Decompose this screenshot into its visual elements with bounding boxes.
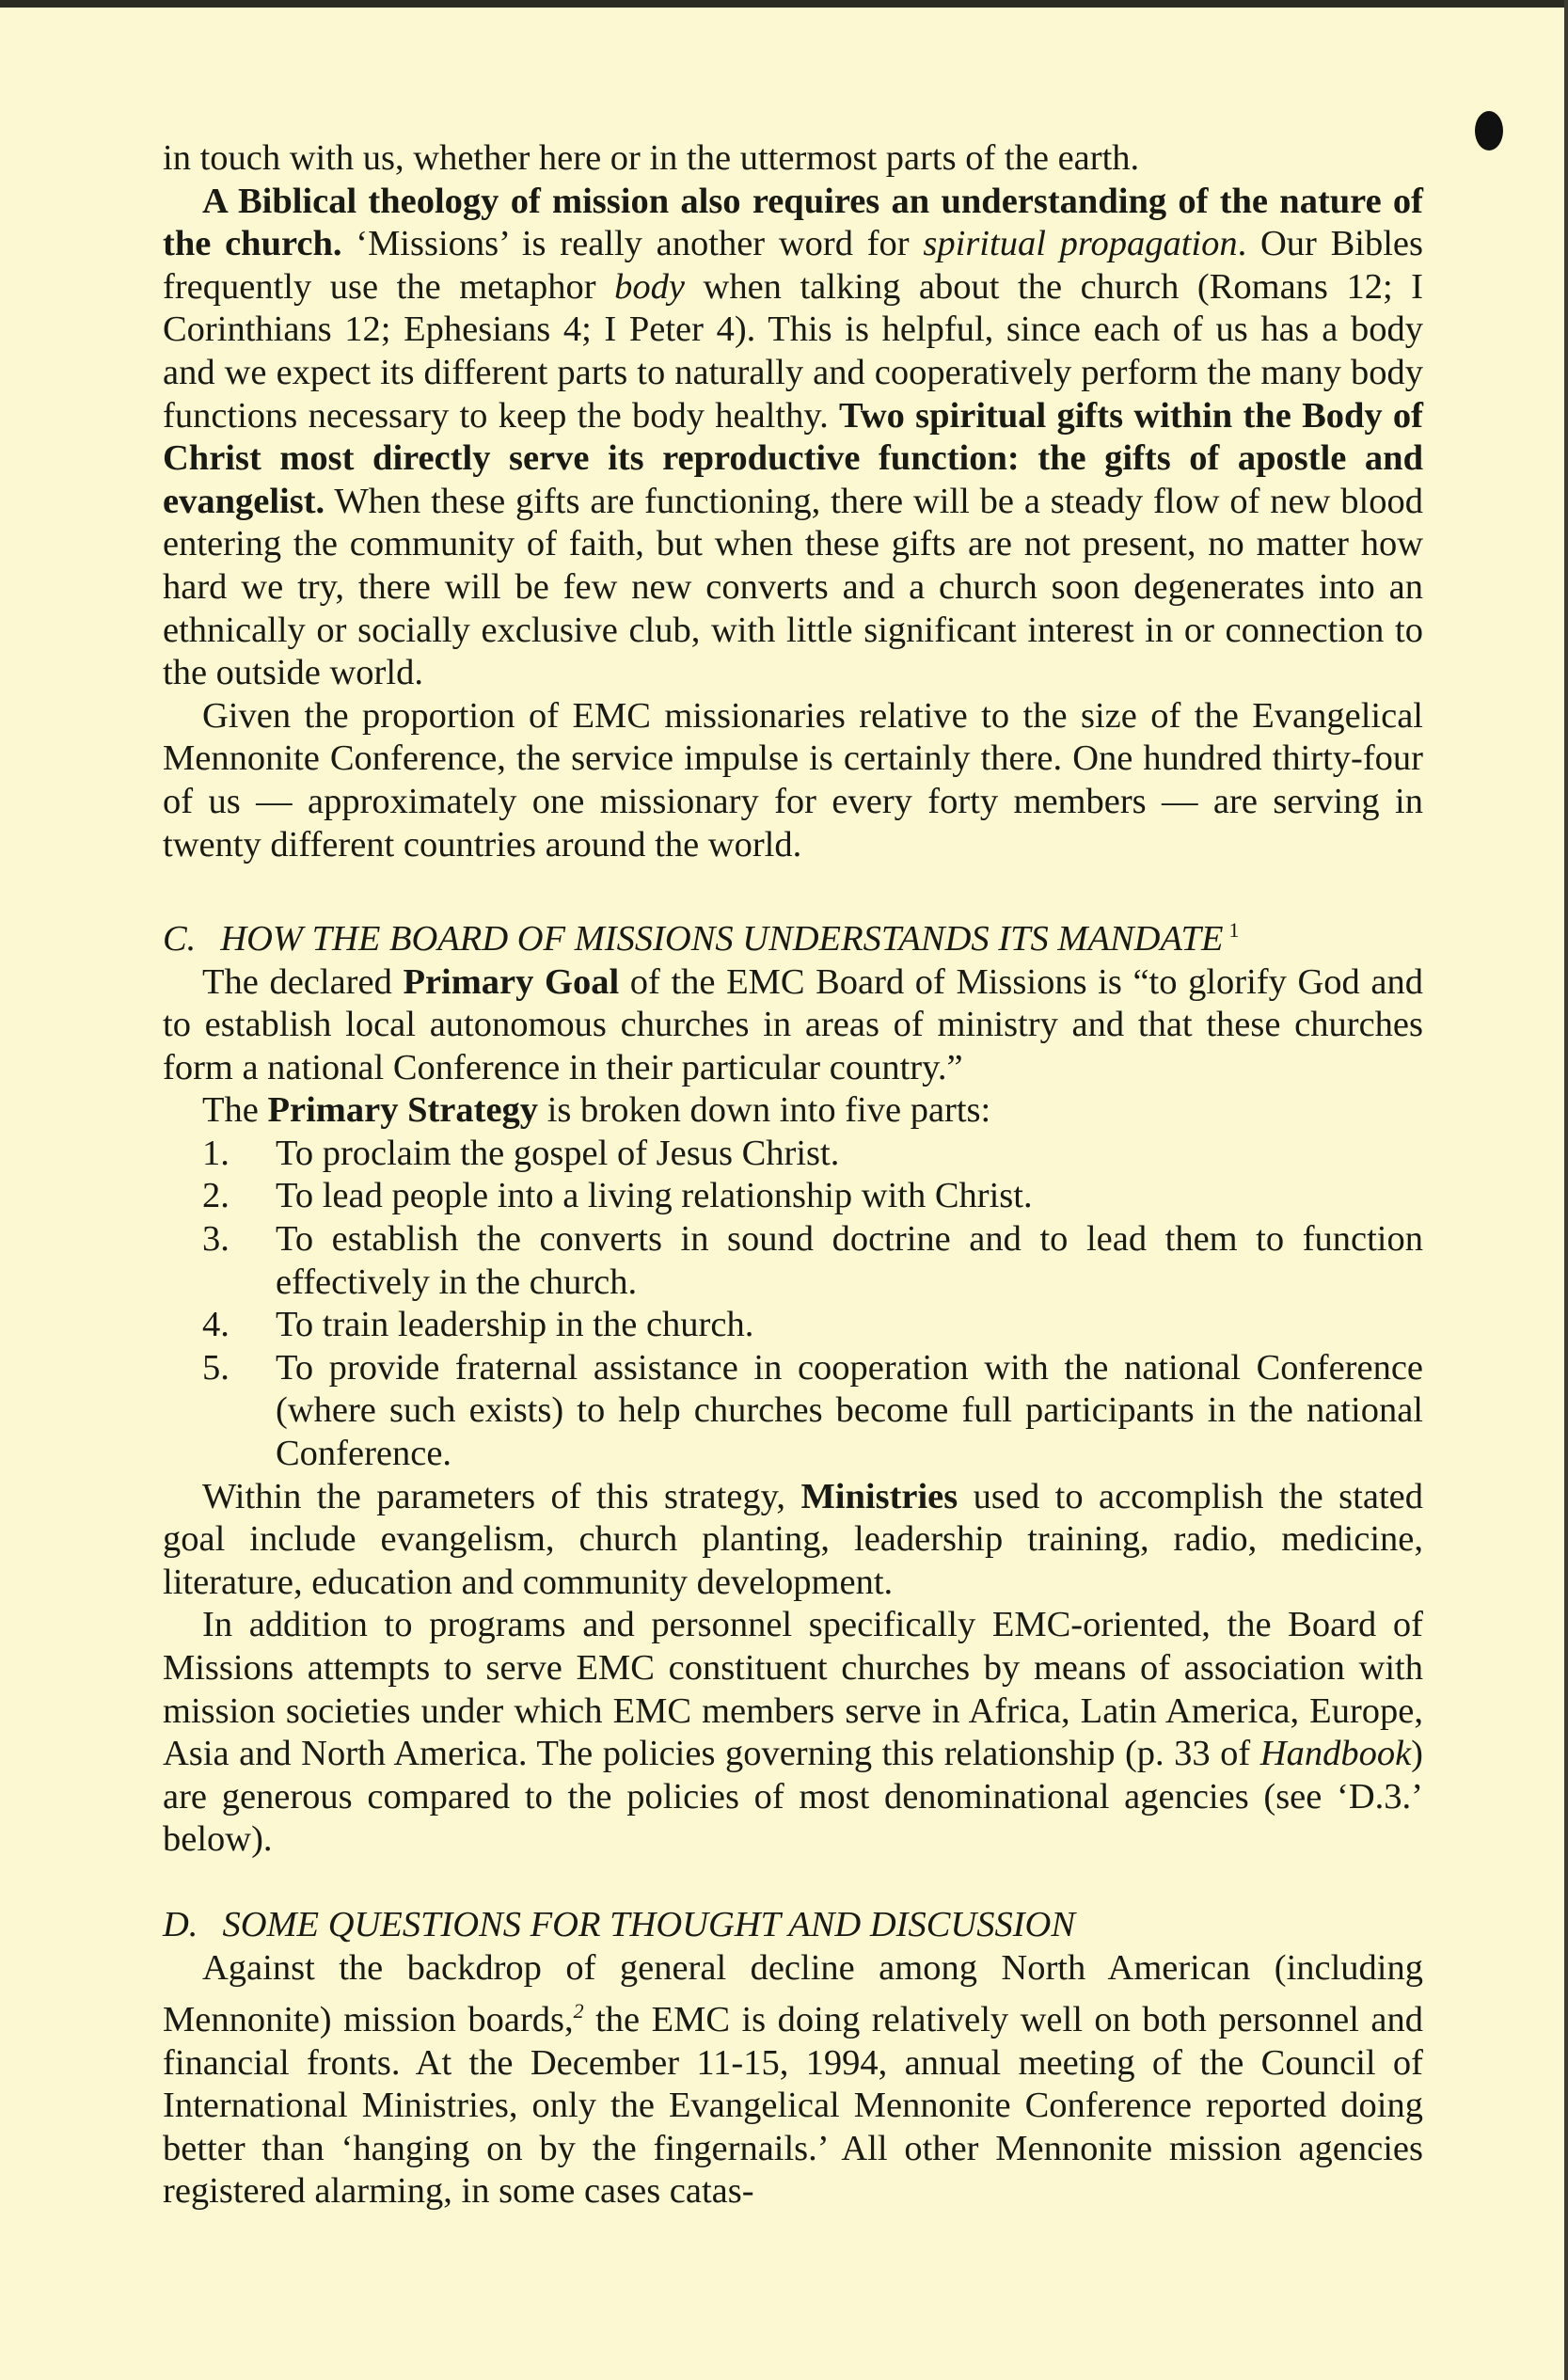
paragraph-ministries: Within the parameters of this strategy, Ministries used to accomplish the stated goal include evangelism, church planting, leadership training, radio, medicine, literature, education and community development. xyxy=(163,1476,1423,1602)
bold-statement-gifts: Two spiritual gifts within the Body of Christ most directly serve its reproductive function: the gifts of apostle and evangelist. xyxy=(163,395,1424,521)
paragraph-proportion: Given the proportion of EMC missionaries relative to the size of the Evangelical Mennonite Conference, the service impulse is certainly there. One hundred thirty-four of us — approximately one missionary for every forty members — are serving in twenty different countries around the world. xyxy=(163,695,1423,865)
section-d-heading: D. SOME QUESTIONS FOR THOUGHT AND DISCUSSION xyxy=(163,1904,1075,1944)
page-right-edge xyxy=(1564,0,1568,2380)
bold-statement-church: A Biblical theology of mission also requires an understanding of the nature of the church. xyxy=(163,181,1423,264)
list-item: 5. To provide fraternal assistance in cooperation with the national Conference (where such exists) to help churches become full participants in the national Conference. xyxy=(202,1347,1423,1474)
paragraph-continuation: in touch with us, whether here or in the uttermost parts of the earth. xyxy=(163,138,1140,178)
list-item: 1. To proclaim the gospel of Jesus Christ. xyxy=(202,1133,840,1173)
document-page xyxy=(163,137,1423,2213)
list-item: 3. To establish the converts in sound doctrine and to lead them to function effectively in the church. xyxy=(202,1219,1423,1302)
footnote-marker-2: 2 xyxy=(573,1999,584,2023)
section-c-heading: C. HOW THE BOARD OF MISSIONS UNDERSTANDS ITS MANDATE $^1$ xyxy=(163,918,1240,959)
strategy-list xyxy=(163,1133,1423,1476)
page-top-edge xyxy=(0,0,1568,8)
paragraph-theology: A Biblical theology of mission also requires an understanding of the nature of the church. ‘Missions’ is really another word for spiritual propagation. Our Bibles frequently use the metaphor body when talking about the church (Romans 12; I Corinthians 12; Ephesians 4; I Peter 4). This is helpful, since each of us has a body and we expect its different parts to naturally and cooperatively perform the many body functions necessary to keep the body healthy. Two spiritual gifts within the Body of Christ most directly serve its reproductive function: the gifts of apostle and evangelist. When these gifts are functioning, there will be a steady flow of new blood entering the community of faith, but when these gifts are not present, no matter how hard we try, there will be few new converts and a church soon degenerates into an ethnically or socially exclusive club, with little significant interest in or connection to the outside world. xyxy=(163,181,1424,693)
paragraph-association: In addition to programs and personnel specifically EMC-oriented, the Board of Missions attempts to serve EMC constituent churches by means of association with mission societies under which EMC members serve in Africa, Latin America, Europe, Asia and North America. The policies governing this relationship (p. 33 of Handbook) are generous compared to the policies of most denominational agencies (see ‘D.3.’ below). xyxy=(163,1605,1423,1860)
list-item: 2. To lead people into a living relationship with Christ. xyxy=(202,1176,1033,1216)
list-item: 4. To train leadership in the church. xyxy=(202,1305,754,1345)
footnote-marker-1: 1 xyxy=(1228,918,1240,943)
punch-hole-mark xyxy=(1475,111,1503,151)
paragraph-primary-strategy: The Primary Strategy is broken down into five parts: xyxy=(202,1090,991,1131)
paragraph-decline: Against the backdrop of general decline among North American (including Mennonite) mission boards,$^2$ the EMC is doing relatively well on both personnel and financial fronts. At the December 11-15, 1994, annual meeting of the Council of International Ministries, only the Evangelical Mennonite Conference reported doing better than ‘hanging on by the fingernails.’ All other Mennonite mission agencies registered alarming, in some cases catas- xyxy=(163,1947,1423,2212)
paragraph-primary-goal: The declared Primary Goal of the EMC Board of Missions is “to glorify God and to establish local autonomous churches in areas of ministry and that these churches form a national Conference in their particular country.” xyxy=(163,961,1423,1087)
